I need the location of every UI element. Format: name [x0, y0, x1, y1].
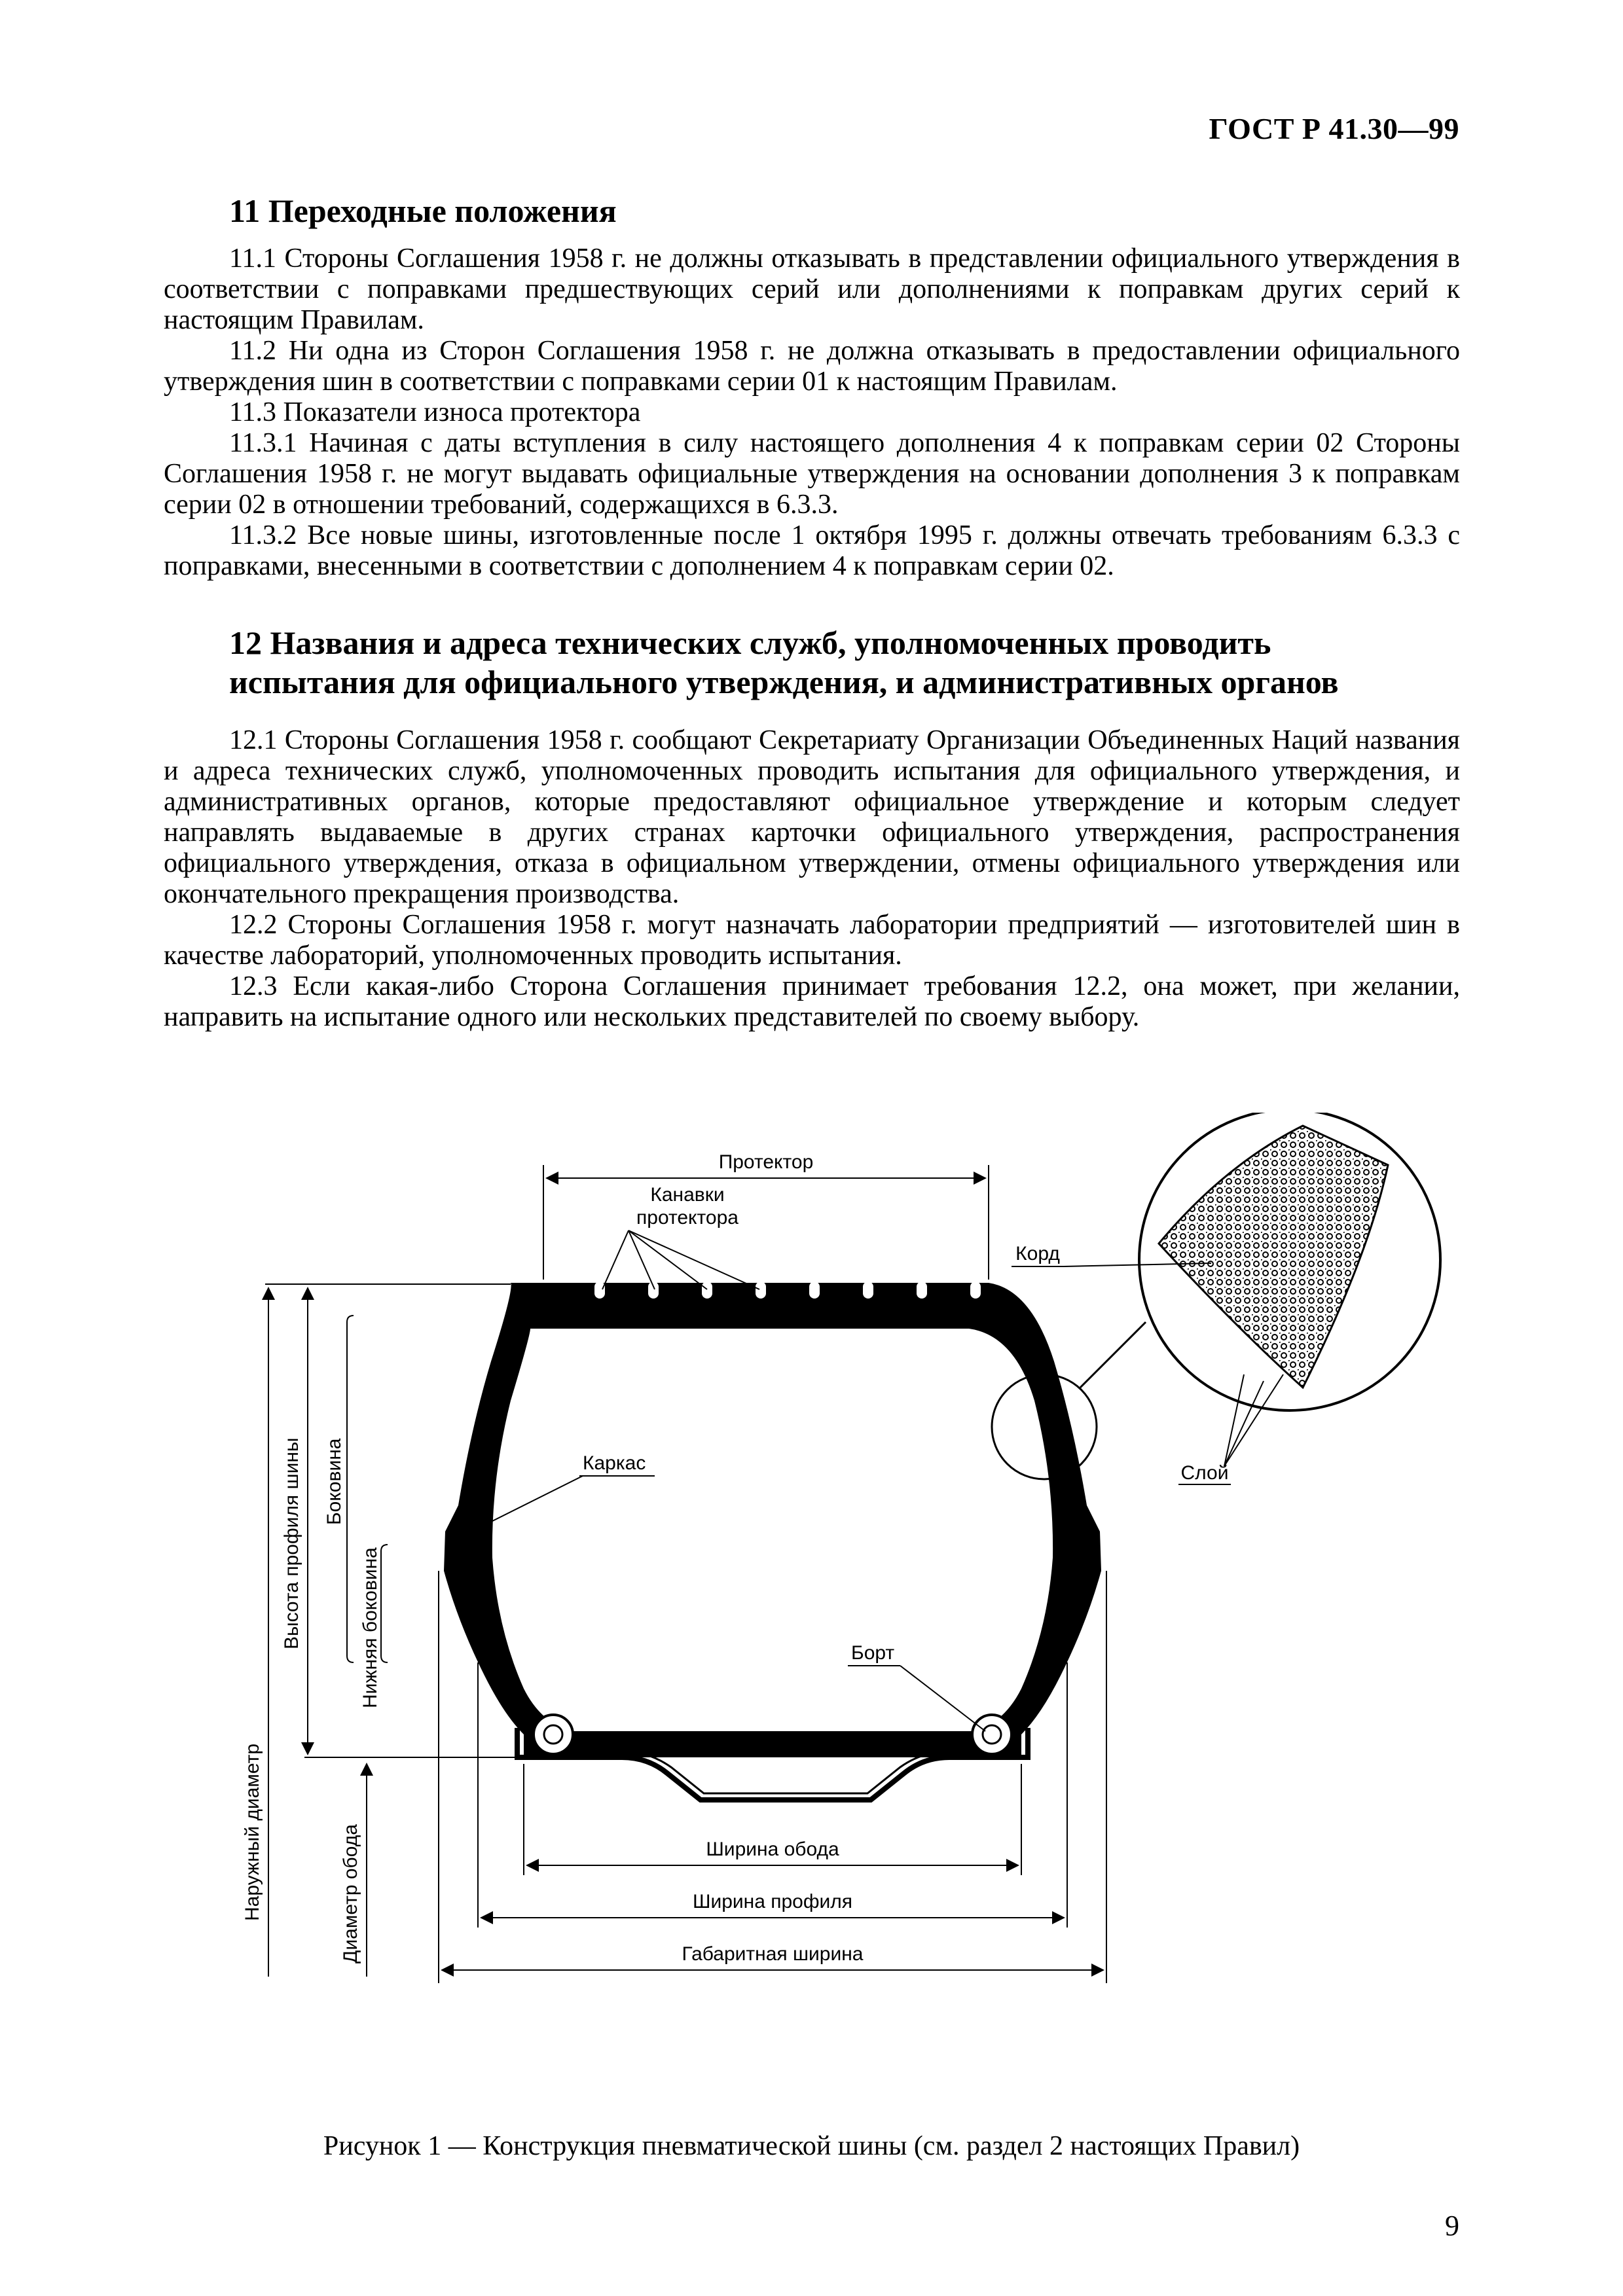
- label-cord: Корд: [1015, 1243, 1060, 1265]
- paragraph-12-3: 12.3 Если какая-либо Сторона Соглашения принимает требования 12.2, она может, при желании, направить на испытание одного или нескольких представителей по своему выбору.: [164, 971, 1460, 1032]
- paragraph-11-2: 11.2 Ни одна из Сторон Соглашения 1958 г. не должна отказывать в предоставлении официального утверждения шин в соответствии с поправками серии 01 к настоящим Правилам.: [164, 336, 1460, 397]
- label-lower-sidewall: Нижняя боковина: [359, 1547, 381, 1708]
- label-sidewall: Боковина: [323, 1438, 345, 1525]
- section-12-body: [164, 725, 1460, 1033]
- page-number: 9: [1445, 2210, 1459, 2242]
- label-rim-width: Ширина обода: [706, 1839, 839, 1860]
- label-carcass: Каркас: [583, 1452, 646, 1474]
- label-grooves-2: протектора: [636, 1207, 739, 1229]
- figure-caption: Рисунок 1 — Конструкция пневматической шины (см. раздел 2 настоящих Правил): [323, 2131, 1300, 2161]
- label-bead: Борт: [851, 1642, 895, 1664]
- paragraph-11-1: 11.1 Стороны Соглашения 1958 г. не должны отказывать в представлении официального утверждения в соответствии с поправками предшествующих серий или дополнениями к поправкам других серий к настоящим Правилам.: [164, 243, 1460, 335]
- section-12-title: [229, 623, 1339, 702]
- section-12-title-line1: 12 Названия и адреса технических служб, уполномоченных проводить: [229, 624, 1271, 661]
- tire-diagram: [216, 1113, 1460, 2114]
- bead-right: [972, 1715, 1012, 1754]
- paragraph-11-3-2: 11.3.2 Все новые шины, изготовленные после 1 октября 1995 г. должны отвечать требованиям 6.3.3 с поправками, внесенными в соответствии с дополнением 4 к поправкам серии 02.: [164, 520, 1460, 581]
- paragraph-12-1: 12.1 Стороны Соглашения 1958 г. сообщают Секретариату Организации Объединенных Наций названия и адреса технических служб, уполномоченных проводить испытания для официального утверждения, и административных органов, которые предоставляют официальное утверждение и которым следует направлять выдаваемые в других странах карточки официального утверждения, распространения официального утверждения, отказа в официальном утверждении, отмены официального утверждения или окончательного прекращения производства.: [164, 725, 1460, 909]
- section-11-title: 11 Переходные положения: [229, 192, 617, 229]
- paragraph-12-2: 12.2 Стороны Соглашения 1958 г. могут назначать лаборатории предприятий — изготовителей шин в качестве лабораторий, уполномоченных проводить испытания.: [164, 910, 1460, 971]
- bead-left: [534, 1715, 573, 1754]
- label-overall-width: Габаритная ширина: [682, 1943, 864, 1965]
- label-rim-diameter: Диаметр обода: [340, 1824, 361, 1964]
- label-ply: Слой: [1180, 1462, 1229, 1484]
- label-tread: Протектор: [718, 1151, 814, 1173]
- paragraph-11-3-1: 11.3.1 Начиная с даты вступления в силу настоящего дополнения 4 к поправкам серии 02 Стороны Соглашения 1958 г. не могут выдавать официальные утверждения на основании дополнения 3 к поправкам серии 02 в отношении требований, содержащихся в 6.3.3.: [164, 428, 1460, 520]
- label-section-width: Ширина профиля: [692, 1891, 853, 1912]
- paragraph-11-3: 11.3 Показатели износа протектора: [229, 397, 641, 427]
- tire-cavity: [492, 1329, 1053, 1731]
- section-12-title-line2: испытания для официального утверждения, и административных органов: [229, 664, 1339, 700]
- label-grooves-1: Канавки: [650, 1184, 725, 1206]
- tire-construction-figure: [216, 1113, 1460, 2114]
- label-section-height: Высота профиля шины: [281, 1437, 302, 1649]
- document-id: ГОСТ Р 41.30—99: [1209, 112, 1459, 145]
- label-outer-diameter: Наружный диаметр: [242, 1743, 263, 1921]
- section-11-body: [164, 243, 1460, 582]
